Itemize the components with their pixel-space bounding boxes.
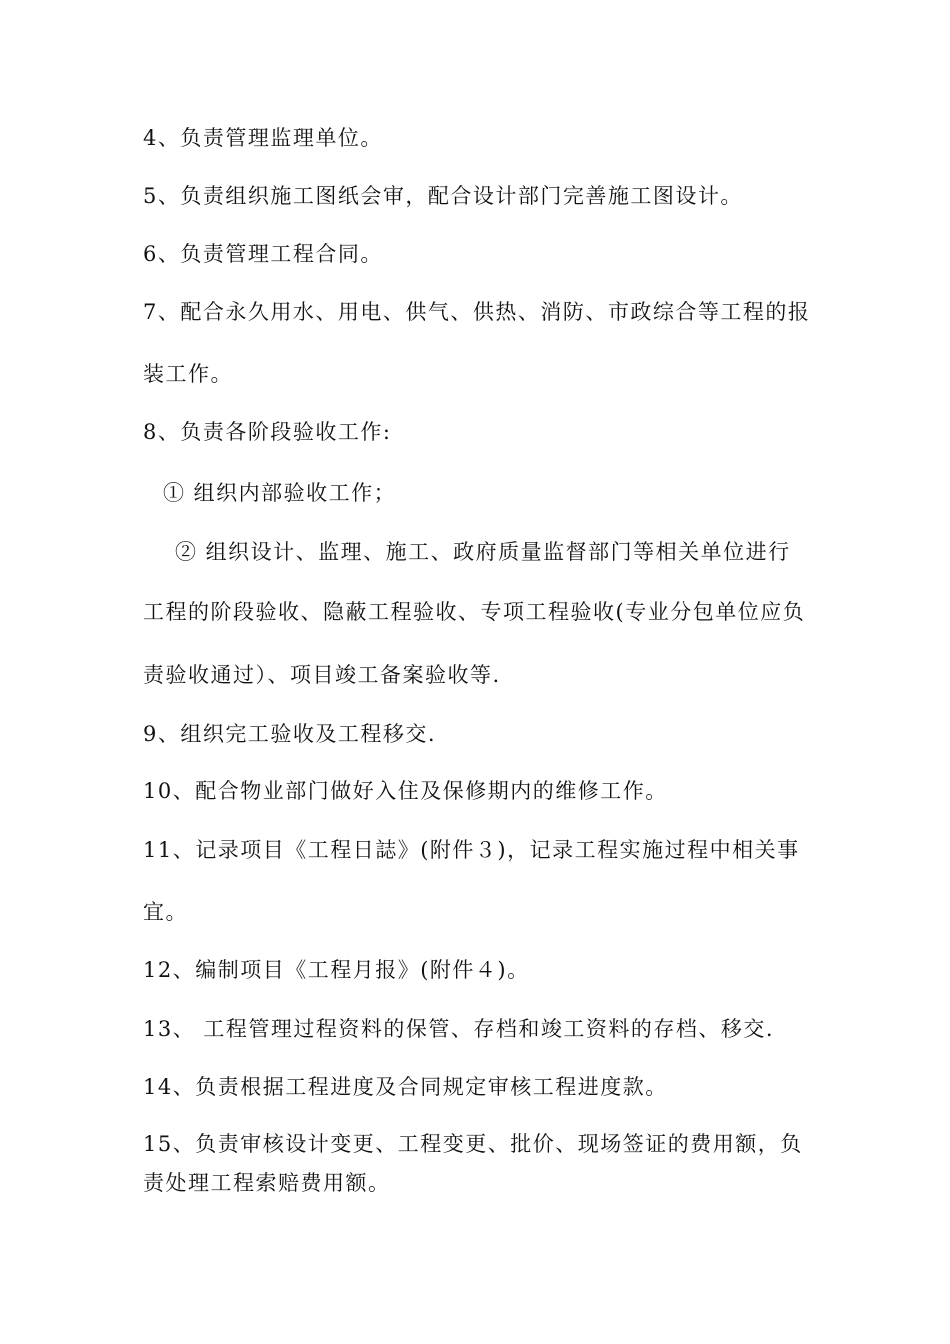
- text-line-item-15: 15、负责审核设计变更、工程变更、批价、现场签证的费用额，负: [143, 1132, 803, 1156]
- text-line-item-15-cont: 责处理工程索赔费用额。: [143, 1171, 391, 1195]
- text-line-item-11-cont: 宜。: [143, 900, 188, 924]
- text-line-item-10: 10、配合物业部门做好入住及保修期内的维修工作。: [143, 779, 668, 803]
- text-line-item-7-cont: 装工作。: [143, 362, 233, 386]
- text-line-item-11: 11、记录项目《工程日誌》(附件３)，记录工程实施过程中相关事: [143, 838, 800, 862]
- text-line-item-7: 7、配合永久用水、用电、供气、供热、消防、市政综合等工程的报: [143, 300, 811, 324]
- text-line-item-14: 14、负责根据工程进度及合同规定审核工程进度款。: [143, 1075, 668, 1099]
- text-line-item-9: 9、组织完工验收及工程移交.: [143, 722, 437, 746]
- text-line-item-13: 13、 工程管理过程资料的保管、存档和竣工资料的存档、移交.: [143, 1017, 775, 1041]
- text-line-item-4: 4、负责管理监理单位。: [143, 126, 383, 150]
- text-line-subitem-2: ② 组织设计、监理、施工、政府质量监督部门等相关单位进行: [175, 540, 791, 564]
- text-line-subitem-2-cont-1: 工程的阶段验收、隐蔽工程验收、专项工程验收(专业分包单位应负: [143, 600, 806, 624]
- text-line-item-6: 6、负责管理工程合同。: [143, 242, 383, 266]
- text-line-item-8: 8、负责各阶段验收工作:: [143, 420, 392, 444]
- text-line-item-5: 5、负责组织施工图纸会审，配合设计部门完善施工图设计。: [143, 184, 743, 208]
- text-line-subitem-2-cont-2: 责验收通过）、项目竣工备案验收等.: [143, 663, 501, 687]
- text-line-item-12: 12、编制项目《工程月报》(附件４)。: [143, 958, 530, 982]
- text-line-subitem-1: ① 组织内部验收工作；: [163, 481, 397, 505]
